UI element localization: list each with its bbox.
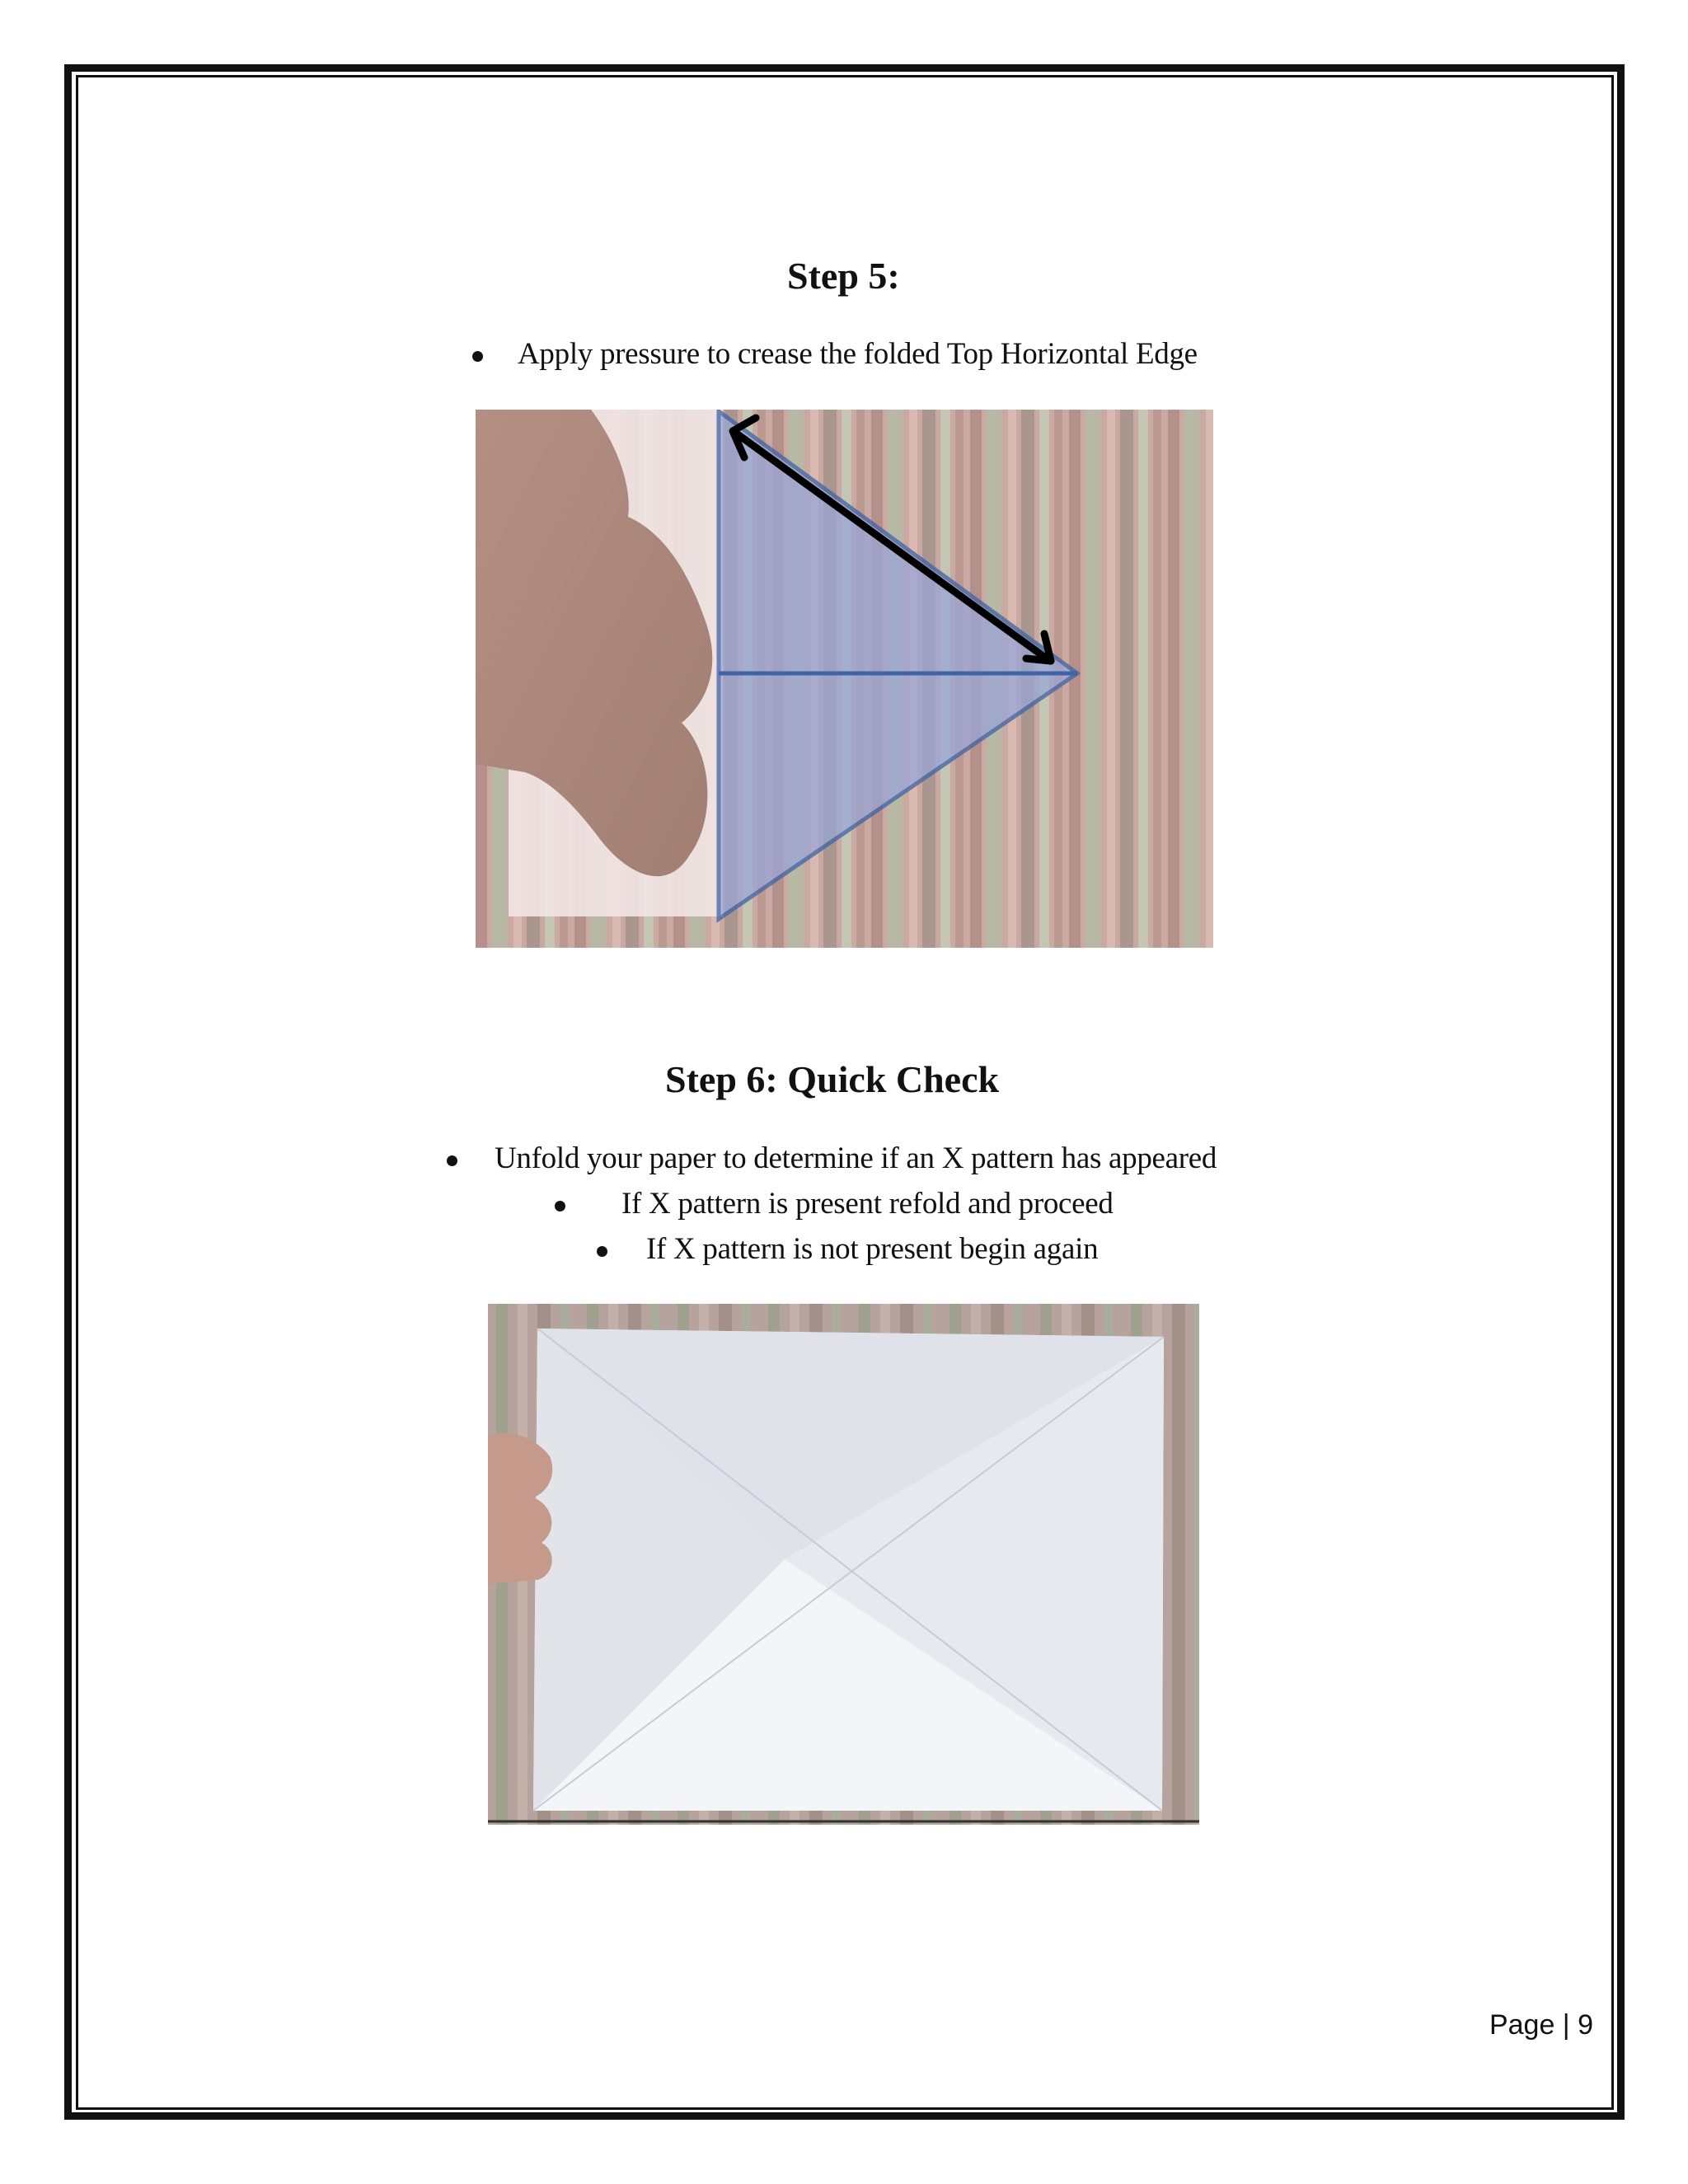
bullet-icon: [597, 1246, 607, 1257]
step5-heading: Step 5:: [787, 255, 900, 297]
step6-bullet-2: If X pattern is present refold and proceed: [621, 1187, 1114, 1221]
step5-illustration: [476, 410, 1213, 948]
page-number: Page | 9: [1489, 2009, 1593, 2041]
step5-photo: [476, 410, 1213, 948]
bullet-icon: [555, 1201, 565, 1212]
bullet-icon: [447, 1155, 457, 1166]
step5-bullet-1: Apply pressure to crease the folded Top Horizontal Edge: [518, 337, 1198, 371]
step6-bullet-1: Unfold your paper to determine if an X pattern has appeared: [495, 1141, 1217, 1175]
bullet-icon: [472, 351, 483, 362]
step6-illustration: [488, 1304, 1199, 1825]
step6-bullet-3: If X pattern is not present begin again: [646, 1232, 1099, 1266]
step6-photo: [488, 1304, 1199, 1825]
step6-heading: Step 6: Quick Check: [665, 1058, 1000, 1100]
